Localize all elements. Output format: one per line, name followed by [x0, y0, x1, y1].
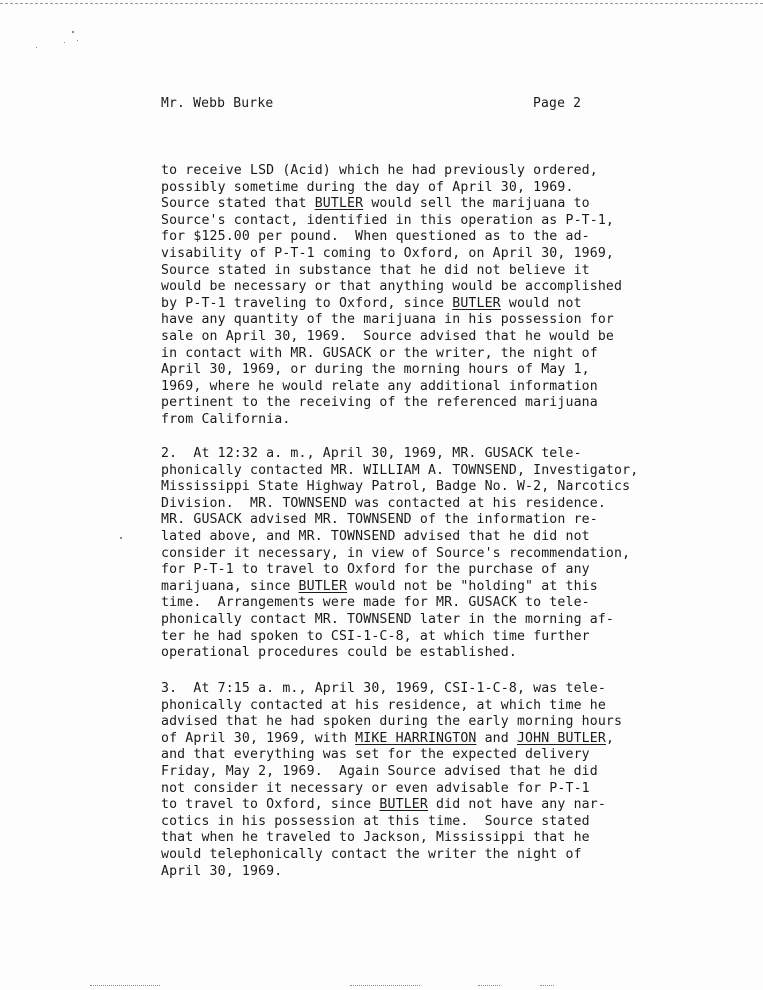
scan-speck — [120, 537, 122, 539]
top-edge-dashes — [0, 3, 763, 4]
underlined-name: MIKE HARRINGTON — [355, 730, 477, 746]
page-number: Page 2 — [533, 96, 582, 111]
underlined-name: BUTLER — [452, 295, 501, 311]
bottom-edge-marks — [0, 985, 763, 988]
paragraph-2: 2. At 12:32 a. m., April 30, 1969, MR. GUSACK tele- phonically contacted MR. WILLIAM A. TOWNSEND, Investigator, Mississippi State Highway Patrol, Badge No. W-2, Narcotics Division. MR. TOWNSEND was contacted at his residence. MR. GUSACK advised MR. TOWNSEND of the information re- lated above, and MR. TOWNSEND advised that he did not consider it necessary, in view of Source's recommendation, for P-T-1 to travel to Oxford for the purchase of any marijuana, since BUTLER would not be "holding" at this time. Arrangements were made for MR. GUSACK to tele- phonically contact MR. TOWNSEND later in the morning af- ter he had spoken to CSI-1-C-8, at which time further operational procedures could be established. — [161, 446, 639, 661]
scan-speck — [77, 40, 78, 41]
scan-speck — [64, 42, 65, 43]
underlined-name: BUTLER — [298, 578, 348, 594]
scan-speck — [72, 31, 74, 33]
letter-recipient: Mr. Webb Burke — [161, 96, 274, 111]
paragraph-3: 3. At 7:15 a. m., April 30, 1969, CSI-1-C-8, was tele- phonically contacted at his residence, at which time he advised that he had spoken during the early morning hours of April 30, 1969, with MIKE HARRINGTON and JOHN BUTLER, and that everything was set for the expected delivery Friday, May 2, 1969. Again Source advised that he did not consider it necessary or even advisable for P-T-1 to travel to Oxford, since BUTLER did not have any nar- cotics in his possession at this time. Source stated that when he traveled to Jackson, Mississippi that he would telephonically contact the writer the night of April 30, 1969. — [161, 681, 623, 879]
underlined-name: BUTLER — [314, 196, 364, 212]
underlined-name: BUTLER — [379, 797, 428, 813]
underlined-name: JOHN BUTLER — [516, 730, 606, 746]
paragraph-1: to receive LSD (Acid) which he had previously ordered, possibly sometime during the day of April 30, 1969. Source stated that BUTLER would sell the marijuana to Source's contact, identified in this operation as P-T-1, for $125.00 per pound. When questioned as to the ad- visability of P-T-1 coming to Oxford, on April 30, 1969, Source stated in substance that he did not believe it would be necessary or that anything would be accomplished by P-T-1 traveling to Oxford, since BUTLER would not have any quantity of the marijuana in his possession for sale on April 30, 1969. Source advised that he would be in contact with MR. GUSACK or the writer, the night of April 30, 1969, or during the morning hours of May 1, 1969, where he would relate any additional information pertinent to the receiving of the referenced marijuana from California. — [161, 163, 623, 427]
scan-speck — [36, 47, 37, 48]
